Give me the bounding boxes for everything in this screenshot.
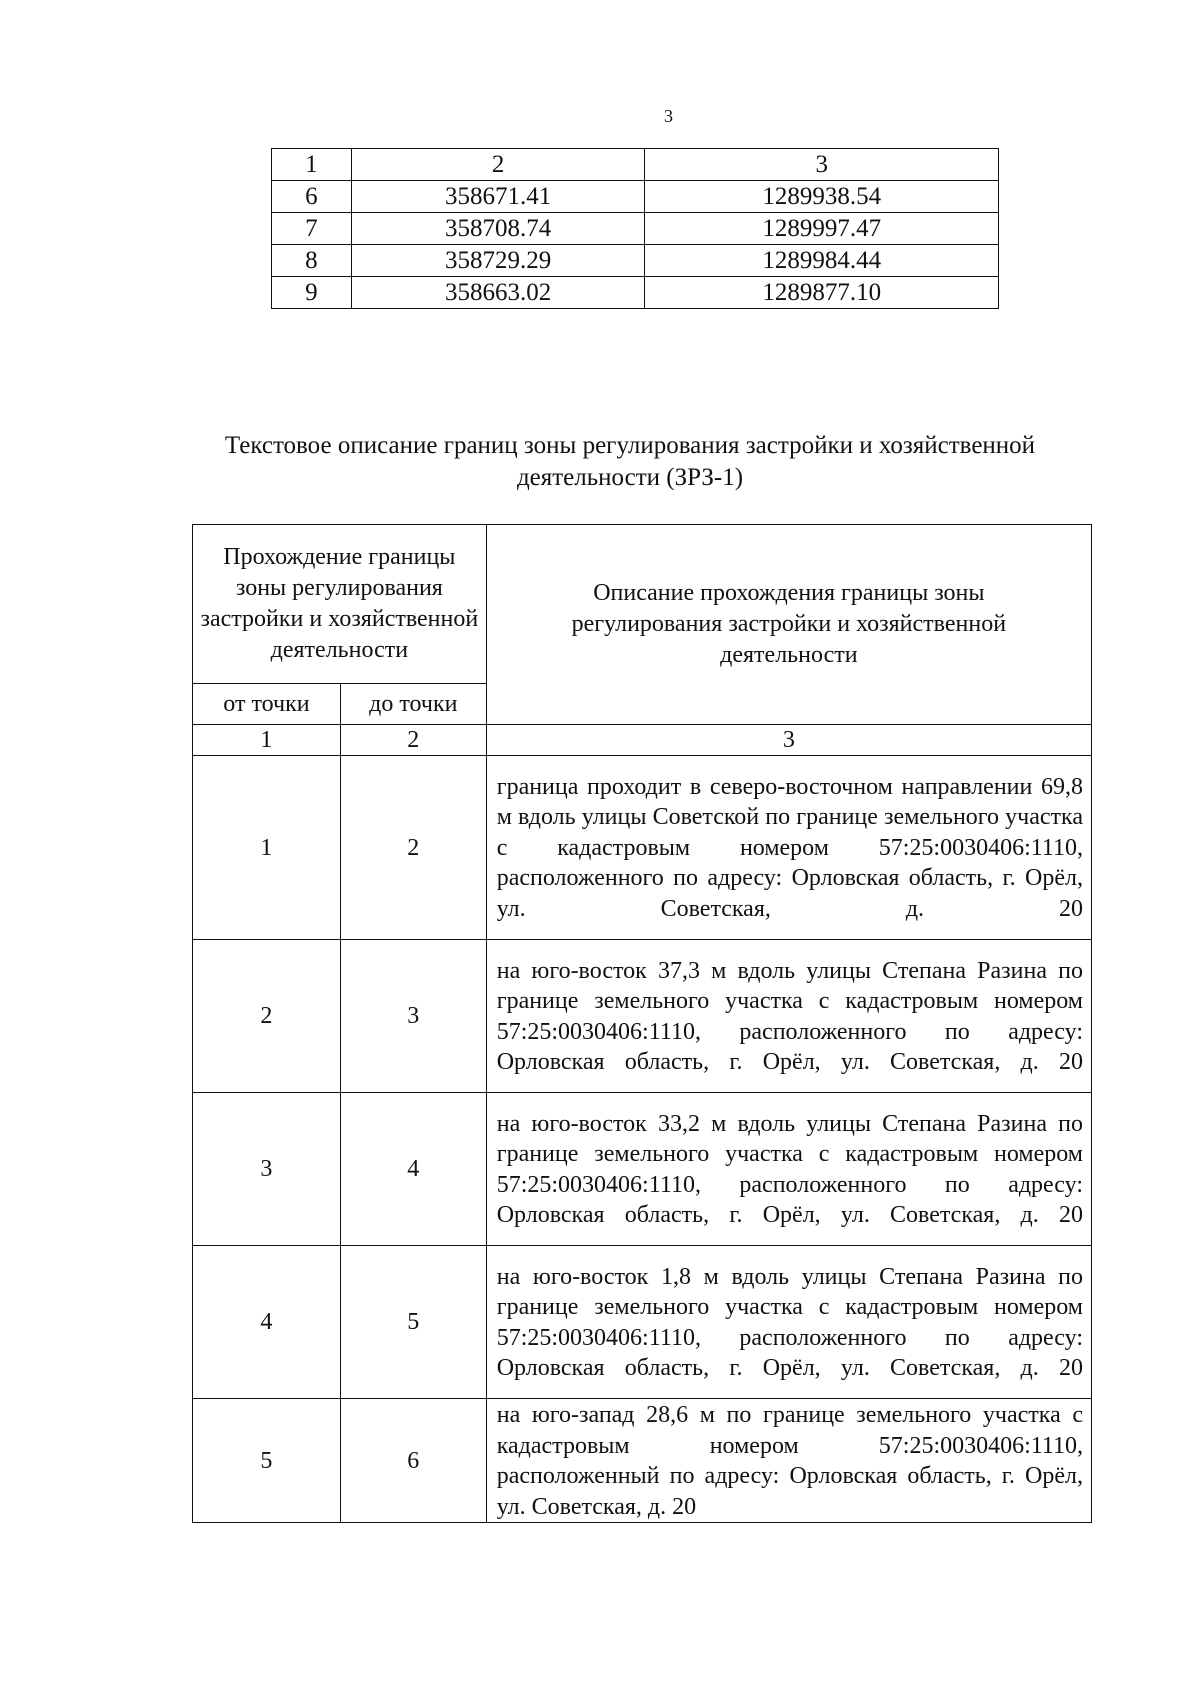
- to-point-cell: 2: [340, 756, 486, 940]
- column-number-cell: 1: [272, 149, 352, 181]
- y-coordinate-cell: 1289984.44: [645, 245, 999, 277]
- table-row: [193, 1399, 1092, 1523]
- coordinates-table: [271, 148, 999, 309]
- table-header-row: [272, 149, 999, 181]
- from-point-cell: 3: [193, 1093, 341, 1246]
- table-row: [193, 1093, 1092, 1246]
- from-point-cell: 2: [193, 940, 341, 1093]
- table-row: [272, 277, 999, 309]
- column-number-cell: 2: [351, 149, 645, 181]
- from-point-cell: 4: [193, 1246, 341, 1399]
- table-row: [272, 245, 999, 277]
- column-number-cell: 2: [340, 725, 486, 756]
- to-point-cell: 3: [340, 940, 486, 1093]
- from-point-cell: 1: [193, 756, 341, 940]
- y-coordinate-cell: 1289997.47: [645, 213, 999, 245]
- section-title: Текстовое описание границ зоны регулирования застройки и хозяйственной деятельности (ЗРЗ-1): [224, 432, 1036, 491]
- description-cell: на юго-запад 28,6 м по границе земельного участка с кадастровым номером 57:25:0030406:1110, расположенный по адресу: Орловская область, г. Орёл, ул. Советская, д. 20: [486, 1399, 1091, 1523]
- table-row: [272, 213, 999, 245]
- boundary-description-table: [192, 524, 1092, 1523]
- table-row: [193, 940, 1092, 1093]
- y-coordinate-cell: 1289938.54: [645, 181, 999, 213]
- to-point-cell: 5: [340, 1246, 486, 1399]
- point-number-cell: 9: [272, 277, 352, 309]
- x-coordinate-cell: 358671.41: [351, 181, 645, 213]
- page-number: 3: [664, 106, 673, 126]
- column-number-cell: 3: [645, 149, 999, 181]
- from-point-header: от точки: [193, 684, 341, 725]
- to-point-cell: 6: [340, 1399, 486, 1523]
- point-number-cell: 7: [272, 213, 352, 245]
- point-number-cell: 8: [272, 245, 352, 277]
- description-cell: на юго-восток 37,3 м вдоль улицы Степана Разина по границе земельного участка с кадастровым номером 57:25:0030406:1110, расположенного по адресу: Орловская область, г. Орёл, ул. Советская, д. 20: [486, 940, 1091, 1093]
- x-coordinate-cell: 358708.74: [351, 213, 645, 245]
- description-header: Описание прохождения границы зоны регулирования застройки и хозяйственной деятельности: [486, 525, 1091, 725]
- column-numbers-row: [193, 725, 1092, 756]
- table-row: [193, 756, 1092, 940]
- point-number-cell: 6: [272, 181, 352, 213]
- boundary-passage-header: Прохождение границы зоны регулирования застройки и хозяйственной деятельности: [193, 525, 487, 684]
- table-header-row: [193, 525, 1092, 684]
- y-coordinate-cell: 1289877.10: [645, 277, 999, 309]
- table-row: [193, 1246, 1092, 1399]
- to-point-header: до точки: [340, 684, 486, 725]
- description-cell: граница проходит в северо-восточном направлении 69,8 м вдоль улицы Советской по границе земельного участка с кадастровым номером 57:25:0030406:1110, расположенного по адресу: Орловская область, г. Орёл, ул. Советская, д. 20: [486, 756, 1091, 940]
- x-coordinate-cell: 358663.02: [351, 277, 645, 309]
- description-cell: на юго-восток 33,2 м вдоль улицы Степана Разина по границе земельного участка с кадастровым номером 57:25:0030406:1110, расположенного по адресу: Орловская область, г. Орёл, ул. Советская, д. 20: [486, 1093, 1091, 1246]
- table-row: [272, 181, 999, 213]
- x-coordinate-cell: 358729.29: [351, 245, 645, 277]
- from-point-cell: 5: [193, 1399, 341, 1523]
- column-number-cell: 3: [486, 725, 1091, 756]
- to-point-cell: 4: [340, 1093, 486, 1246]
- description-cell: на юго-восток 1,8 м вдоль улицы Степана Разина по границе земельного участка с кадастровым номером 57:25:0030406:1110, расположенного по адресу: Орловская область, г. Орёл, ул. Советская, д. 20: [486, 1246, 1091, 1399]
- column-number-cell: 1: [193, 725, 341, 756]
